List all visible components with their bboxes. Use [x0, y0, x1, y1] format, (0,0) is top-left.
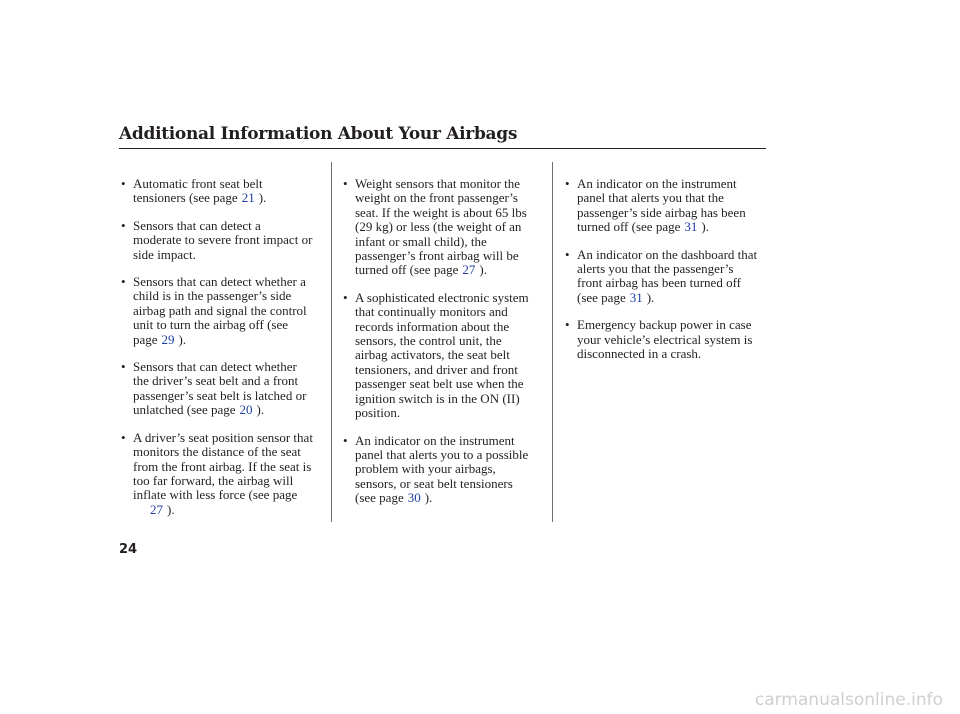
bullet-line: records information about the [355, 318, 510, 334]
bullet-dot: • [121, 274, 126, 290]
bullet-item [121, 219, 321, 262]
bullet-line: panel that alerts you that the [577, 190, 724, 206]
bullet-line: passenger’s side airbag has been [577, 204, 746, 220]
bullet-line: unit to turn the airbag off (see [133, 317, 288, 333]
bullet-line: 27 ). [150, 501, 175, 517]
bullet-line: inflate with less force (see page [133, 487, 298, 503]
bullet-line: the driver’s seat belt and a front [133, 373, 299, 389]
bullet-line: seat. If the weight is about 65 lbs [355, 204, 527, 220]
bullet-line: too far forward, the airbag will [133, 472, 294, 488]
bullet-item [121, 360, 321, 418]
bullet-dot: • [565, 317, 570, 333]
bullet-item [343, 291, 543, 421]
bullet-item [565, 248, 765, 306]
bullet-line: Sensors that can detect whether [133, 359, 297, 375]
bullet-line: passenger’s front airbag will be [355, 248, 519, 264]
bullet-line: moderate to severe front impact or [133, 232, 313, 248]
bullet-line: Weight sensors that monitor the [355, 176, 521, 191]
page-reference-link[interactable]: 27 [462, 262, 476, 278]
page-heading: Additional Information About Your Airbags [119, 124, 518, 144]
bullet-line: (see page 31 ). [577, 289, 655, 305]
bullet-dot: • [343, 289, 348, 305]
bullet-dot: • [343, 176, 348, 191]
bullet-dot: • [343, 432, 348, 448]
bullet-line: that continually monitors and [355, 304, 508, 320]
bullet-item [121, 431, 321, 517]
column-1 [121, 177, 321, 530]
bullet-line: weight on the front passenger’s [355, 190, 518, 206]
bullet-line: side impact. [133, 246, 196, 262]
page-number: 24 [119, 542, 138, 557]
bullet-line: airbag path and signal the control [133, 302, 307, 318]
heading-rule [119, 148, 766, 149]
bullet-dot: • [121, 359, 126, 375]
bullet-line: turned off (see page 27 ). [355, 262, 487, 278]
bullet-line: A driver’s seat position sensor that [133, 429, 313, 445]
bullet-line: your vehicle’s electrical system is [577, 331, 753, 347]
bullet-dot: • [121, 429, 126, 445]
bullet-line: An indicator on the instrument [577, 176, 737, 191]
bullet-line: page 29 ). [133, 331, 187, 347]
column-divider-1 [331, 162, 332, 522]
bullet-item [565, 177, 765, 235]
bullet-item [565, 318, 765, 361]
page-reference-link[interactable]: 29 [161, 331, 175, 347]
bullet-line: tensioners (see page 21 ). [133, 190, 267, 206]
bullet-line: from the front airbag. If the seat is [133, 458, 312, 474]
page-reference-link[interactable]: 30 [407, 490, 421, 506]
bullet-item [121, 275, 321, 347]
bullet-line: Sensors that can detect a [133, 217, 261, 233]
bullet-line: sensors, or seat belt tensioners [355, 475, 513, 491]
bullet-dot: • [565, 176, 570, 191]
column-divider-2 [552, 162, 553, 522]
bullet-line: passenger seat belt use when the [355, 376, 524, 392]
bullet-line: A sophisticated electronic system [355, 289, 529, 305]
bullet-line: (29 kg) or less (the weight of an [355, 219, 522, 235]
bullet-line: airbag activators, the seat belt [355, 347, 510, 363]
bullet-line: turned off (see page 31 ). [577, 219, 709, 235]
bullet-line: alerts you that the passenger’s [577, 261, 734, 277]
bullet-line: ignition switch is in the ON (II) [355, 390, 520, 406]
bullet-line: Sensors that can detect whether a [133, 274, 306, 290]
bullet-line: An indicator on the instrument [355, 432, 515, 448]
bullet-dot: • [565, 246, 570, 262]
bullet-line: infant or small child), the [355, 233, 487, 249]
bullet-item [343, 434, 543, 506]
bullet-line: child is in the passenger’s side [133, 288, 292, 304]
bullet-line: passenger’s seat belt is latched or [133, 387, 307, 403]
bullet-line: panel that alerts you to a possible [355, 446, 529, 462]
bullet-line: (see page 30 ). [355, 490, 433, 506]
bullet-line: unlatched (see page 20 ). [133, 402, 265, 418]
bullet-line: front airbag has been turned off [577, 275, 742, 291]
bullet-line: Emergency backup power in case [577, 317, 752, 333]
bullet-line: sensors, the control unit, the [355, 333, 502, 349]
column-2 [343, 177, 543, 519]
bullet-line: tensioners, and driver and front [355, 361, 518, 377]
column-3 [565, 177, 765, 374]
bullet-dot: • [121, 217, 126, 233]
page-reference-link[interactable]: 31 [684, 219, 698, 235]
bullet-line: position. [355, 405, 401, 421]
bullet-item [121, 177, 321, 206]
bullet-item [343, 177, 543, 278]
bullet-dot: • [121, 176, 126, 191]
page-reference-link[interactable]: 21 [241, 190, 255, 206]
bullet-line: problem with your airbags, [355, 461, 496, 477]
bullet-line: Automatic front seat belt [133, 176, 263, 191]
page-reference-link[interactable]: 27 [150, 501, 163, 517]
bullet-line: disconnected in a crash. [577, 346, 702, 362]
watermark: carmanualsonline.info [754, 690, 943, 710]
page-reference-link[interactable]: 31 [629, 289, 643, 305]
bullet-line: An indicator on the dashboard that [577, 246, 758, 262]
bullet-line: monitors the distance of the seat [133, 444, 301, 460]
page-reference-link[interactable]: 20 [239, 402, 253, 418]
